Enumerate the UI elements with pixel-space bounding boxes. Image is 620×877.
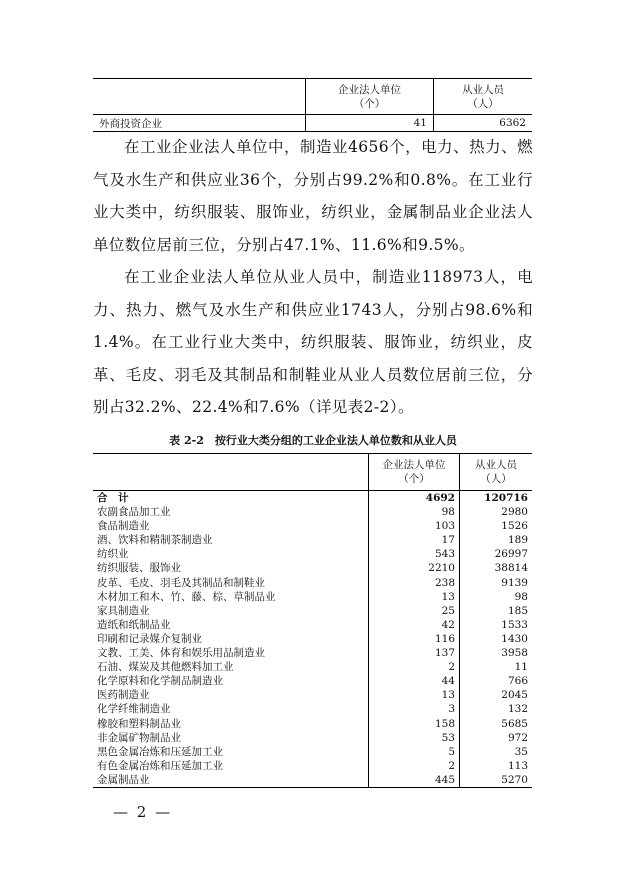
top-table-header-employees [434, 79, 533, 115]
main-table-header-units [369, 454, 460, 491]
table-row [93, 688, 532, 702]
total-label: 合 计 [97, 492, 129, 504]
row-label: 有色金属冶炼和压延加工业 [97, 759, 223, 772]
header-employees-label: 从业人员 [462, 83, 504, 96]
row-employees: 38814 [460, 561, 533, 575]
header-units-unit: （个） [353, 97, 386, 110]
row-units: 13 [369, 590, 460, 604]
row-units: 44 [369, 674, 460, 688]
row-employees: 113 [460, 759, 533, 773]
table-row [93, 533, 532, 547]
table-row [93, 646, 532, 660]
row-label: 非金属矿物制品业 [97, 731, 181, 744]
row-label: 化学纤维制造业 [97, 703, 171, 716]
total-employees: 120716 [460, 491, 533, 506]
row-employees: 5270 [460, 773, 533, 788]
row-employees: 6362 [434, 115, 533, 132]
table-row [93, 660, 532, 674]
top-table-header-units [306, 79, 434, 115]
row-label: 外商投资企业 [93, 115, 306, 132]
row-employees: 1430 [460, 632, 533, 646]
row-employees: 185 [460, 604, 533, 618]
table-row [93, 576, 532, 590]
row-label: 皮革、毛皮、羽毛及其制品和制鞋业 [97, 576, 265, 589]
row-units: 17 [369, 533, 460, 547]
table-row [93, 674, 532, 688]
total-units: 4692 [369, 491, 460, 506]
header-employees-unit: （人） [480, 473, 512, 485]
row-label: 食品制造业 [97, 520, 150, 533]
header-units-label: 企业法人单位 [338, 83, 401, 96]
row-employees: 972 [460, 731, 533, 745]
row-units: 445 [369, 773, 460, 788]
total-row [93, 491, 532, 506]
row-units: 41 [306, 115, 434, 132]
main-table [93, 453, 532, 788]
table-row [93, 547, 532, 561]
paragraph-employees: 在工业企业法人单位从业人员中，制造业118973人，电力、热力、燃气及水生产和供应业1743人，分别占98.6%和1.4%。在工业行业大类中，纺织服装、服饰业，纺织业，皮革、毛皮、羽毛及其制品和制鞋业从业人员数位居前三位，分别占32.2%、22.4%和7.6%（详见表2-2）。 [93, 268, 533, 416]
top-table-header-blank [93, 79, 306, 115]
row-units: 2 [369, 660, 460, 674]
row-units: 5 [369, 745, 460, 759]
row-units: 53 [369, 731, 460, 745]
row-units: 42 [369, 618, 460, 632]
table-row [93, 519, 532, 533]
table-row [93, 632, 532, 646]
row-employees: 2980 [460, 505, 533, 519]
top-table [93, 78, 532, 132]
row-employees: 3958 [460, 646, 533, 660]
header-employees-unit: （人） [467, 97, 499, 110]
row-units: 25 [369, 604, 460, 618]
row-units: 3 [369, 702, 460, 716]
row-label: 黑色金属冶炼和压延加工业 [97, 745, 223, 758]
row-units: 2 [369, 759, 460, 773]
row-employees: 5685 [460, 717, 533, 731]
top-table-header [93, 79, 532, 115]
table-row [93, 604, 532, 618]
row-label: 印刷和记录媒介复制业 [97, 632, 202, 645]
table-row [93, 561, 532, 575]
row-units: 158 [369, 717, 460, 731]
row-label: 纺织服装、服饰业 [97, 562, 181, 575]
table-row [93, 759, 532, 773]
row-label: 酒、饮料和精制茶制造业 [97, 534, 213, 547]
row-units: 116 [369, 632, 460, 646]
row-label: 文教、工美、体育和娱乐用品制造业 [97, 647, 265, 660]
row-label: 金属制品业 [93, 773, 369, 788]
row-units: 238 [369, 576, 460, 590]
row-label: 纺织业 [97, 548, 129, 561]
row-employees: 35 [460, 745, 533, 759]
header-units-unit: （个） [398, 473, 430, 485]
header-employees-label: 从业人员 [475, 459, 517, 471]
row-units: 137 [369, 646, 460, 660]
page-number: — 2 — [113, 803, 173, 821]
row-employees: 98 [460, 590, 533, 604]
row-label: 化学原料和化学制品制造业 [97, 675, 223, 688]
row-employees: 1533 [460, 618, 533, 632]
paragraph-units: 在工业企业法人单位中，制造业4656个，电力、热力、燃气及水生产和供应业36个，分别占99.2%和0.8%。在工业行业大类中，纺织服装、服饰业，纺织业，金属制品业企业法人单位数位居前三位，分别占47.1%、11.6%和9.5%。 [93, 138, 533, 254]
row-employees: 11 [460, 660, 533, 674]
row-label: 农副食品加工业 [97, 506, 171, 519]
table-row [93, 505, 532, 519]
main-table-header [93, 454, 532, 491]
table-row [93, 731, 532, 745]
row-label: 石油、煤炭及其他燃料加工业 [97, 661, 234, 674]
main-table-header-blank [93, 454, 369, 491]
table-caption: 表 2-2 按行业大类分组的工业企业法人单位数和从业人员 [169, 434, 457, 447]
row-units: 2210 [369, 561, 460, 575]
row-employees: 26997 [460, 547, 533, 561]
row-label: 家具制造业 [97, 604, 150, 617]
table-row [93, 618, 532, 632]
row-employees: 189 [460, 533, 533, 547]
row-units: 543 [369, 547, 460, 561]
main-table-header-employees [460, 454, 533, 491]
header-units-label: 企业法人单位 [382, 459, 446, 471]
table-row [93, 717, 532, 731]
row-employees: 9139 [460, 576, 533, 590]
row-units: 13 [369, 688, 460, 702]
table-row [93, 773, 532, 788]
row-label: 橡胶和塑料制品业 [97, 717, 181, 730]
row-label: 医药制造业 [97, 689, 150, 702]
table-row [93, 745, 532, 759]
row-units: 98 [369, 505, 460, 519]
row-employees: 2045 [460, 688, 533, 702]
row-units: 103 [369, 519, 460, 533]
table-row [93, 590, 532, 604]
table-row [93, 115, 532, 132]
row-employees: 766 [460, 674, 533, 688]
row-label: 造纸和纸制品业 [97, 618, 171, 631]
table-row [93, 702, 532, 716]
row-label: 木材加工和木、竹、藤、棕、草制品业 [97, 590, 276, 603]
row-employees: 132 [460, 702, 533, 716]
row-employees: 1526 [460, 519, 533, 533]
